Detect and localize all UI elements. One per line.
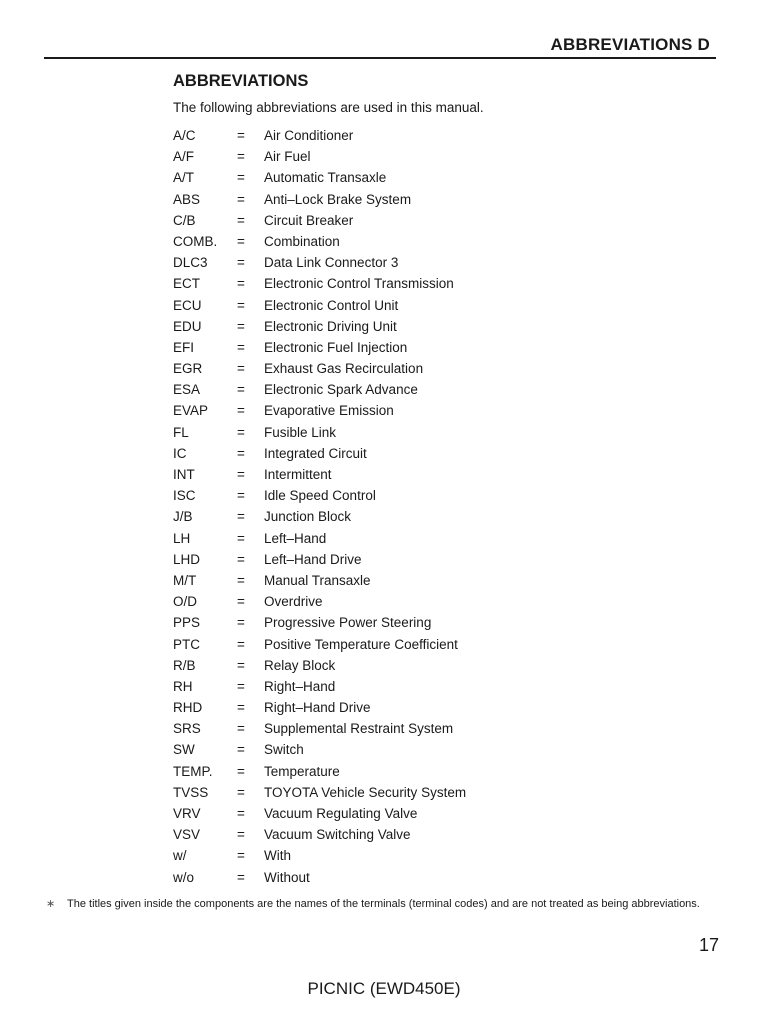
- equals-sign: =: [237, 594, 245, 610]
- abbreviation-definition: Electronic Control Unit: [264, 297, 399, 313]
- abbreviation-term: ECU: [173, 297, 202, 313]
- equals-sign: =: [237, 488, 245, 504]
- abbreviation-row: [173, 167, 466, 188]
- equals-sign: =: [237, 255, 245, 271]
- abbreviation-definition: Idle Speed Control: [264, 488, 376, 504]
- abbreviation-definition: Exhaust Gas Recirculation: [264, 361, 424, 377]
- abbreviation-row: [173, 295, 466, 316]
- abbreviation-definition: Anti–Lock Brake System: [264, 191, 412, 207]
- abbreviation-row: [173, 146, 466, 167]
- abbreviation-term: EGR: [173, 361, 203, 377]
- equals-sign: =: [237, 615, 245, 631]
- abbreviation-term: PPS: [173, 615, 201, 631]
- abbreviation-definition: Evaporative Emission: [264, 403, 394, 419]
- abbreviation-row: [173, 655, 466, 676]
- abbreviation-row: [173, 867, 466, 888]
- abbreviation-definition: Air Fuel: [264, 149, 311, 165]
- abbreviation-term: C/B: [173, 212, 196, 228]
- abbreviation-term: w/o: [173, 869, 195, 885]
- abbreviation-row: [173, 549, 466, 570]
- abbreviation-term: FL: [173, 424, 189, 440]
- abbreviation-row: [173, 528, 466, 549]
- equals-sign: =: [237, 721, 245, 737]
- abbreviation-term: VSV: [173, 827, 201, 843]
- abbreviation-term: INT: [173, 467, 195, 482]
- abbreviation-definition: Without: [264, 869, 310, 885]
- equals-sign: =: [237, 530, 245, 546]
- abbreviation-row: [173, 824, 466, 845]
- abbreviation-definition: Data Link Connector 3: [264, 255, 399, 271]
- abbreviation-term: w/: [173, 848, 187, 864]
- abbreviation-term: ISC: [173, 488, 196, 504]
- equals-sign: =: [237, 784, 245, 800]
- abbreviation-row: [173, 634, 466, 655]
- abbreviation-row: [173, 506, 466, 527]
- abbreviation-definition: Supplemental Restraint System: [264, 721, 454, 737]
- equals-sign: =: [237, 191, 245, 207]
- intro-text: The following abbreviations are used in this manual.: [173, 100, 484, 115]
- equals-sign: =: [237, 657, 245, 673]
- abbreviation-definition: Vacuum Regulating Valve: [264, 806, 418, 821]
- equals-sign: =: [237, 467, 245, 482]
- abbreviation-term: M/T: [173, 572, 197, 588]
- equals-sign: =: [237, 233, 245, 249]
- abbreviation-term: RHD: [173, 700, 203, 716]
- abbreviation-definition: Electronic Spark Advance: [264, 382, 418, 398]
- abbreviation-row: [173, 718, 466, 739]
- abbreviation-row: [173, 125, 466, 146]
- abbreviation-term: O/D: [173, 594, 198, 610]
- equals-sign: =: [237, 149, 245, 165]
- equals-sign: =: [237, 636, 245, 652]
- abbreviation-definition: Relay Block: [264, 657, 336, 673]
- abbreviation-definition: With: [264, 848, 291, 864]
- abbreviation-row: [173, 210, 466, 231]
- abbreviation-row: [173, 570, 466, 591]
- abbreviation-term: RH: [173, 678, 193, 694]
- abbreviation-definition: Electronic Driving Unit: [264, 318, 397, 334]
- abbreviation-definition: Automatic Transaxle: [264, 170, 387, 186]
- abbreviation-definition: Left–Hand Drive: [264, 551, 362, 567]
- abbreviation-row: [173, 782, 466, 803]
- abbreviation-row: [173, 761, 466, 782]
- abbreviation-term: EVAP: [173, 403, 209, 419]
- equals-sign: =: [237, 318, 245, 334]
- abbreviation-term: IC: [173, 445, 187, 461]
- abbreviation-term: SW: [173, 742, 195, 758]
- abbreviation-row: [173, 273, 466, 294]
- abbreviation-row: [173, 676, 466, 697]
- abbreviation-row: [173, 400, 466, 421]
- abbreviation-term: COMB.: [173, 233, 218, 249]
- equals-sign: =: [237, 382, 245, 398]
- section-title: ABBREVIATIONS: [173, 72, 309, 90]
- abbreviation-term: A/T: [173, 170, 195, 186]
- equals-sign: =: [237, 551, 245, 567]
- abbreviation-row: [173, 379, 466, 400]
- abbreviation-definition: Intermittent: [264, 467, 332, 482]
- equals-sign: =: [237, 763, 245, 779]
- abbreviation-definition: Junction Block: [264, 509, 352, 525]
- abbreviation-definition: Circuit Breaker: [264, 212, 354, 228]
- abbreviation-term: A/C: [173, 128, 196, 143]
- abbreviation-term: PTC: [173, 636, 200, 652]
- equals-sign: =: [237, 276, 245, 292]
- footnote-mark: ∗: [46, 898, 56, 910]
- abbreviation-definition: Electronic Control Transmission: [264, 276, 454, 292]
- equals-sign: =: [237, 128, 245, 143]
- abbreviation-definition: Air Conditioner: [264, 128, 354, 143]
- page-footer: PICNIC (EWD450E): [307, 979, 461, 998]
- equals-sign: =: [237, 678, 245, 694]
- equals-sign: =: [237, 445, 245, 461]
- abbreviation-row: [173, 443, 466, 464]
- abbreviation-definition: TOYOTA Vehicle Security System: [264, 784, 467, 800]
- abbreviation-list: [173, 125, 466, 888]
- abbreviation-row: [173, 252, 466, 273]
- abbreviation-term: EDU: [173, 318, 202, 334]
- abbreviation-term: ABS: [173, 191, 201, 207]
- abbreviation-row: [173, 231, 466, 252]
- equals-sign: =: [237, 339, 245, 355]
- abbreviation-term: VRV: [173, 806, 201, 821]
- abbreviation-definition: Vacuum Switching Valve: [264, 827, 411, 843]
- abbreviation-term: R/B: [173, 657, 196, 673]
- abbreviation-row: [173, 591, 466, 612]
- equals-sign: =: [237, 170, 245, 186]
- equals-sign: =: [237, 424, 245, 440]
- abbreviation-row: [173, 845, 466, 866]
- abbreviation-term: ESA: [173, 382, 201, 398]
- abbreviation-definition: Positive Temperature Coefficient: [264, 636, 458, 652]
- abbreviation-definition: Progressive Power Steering: [264, 615, 432, 631]
- abbreviation-definition: Combination: [264, 233, 340, 249]
- abbreviation-term: ECT: [173, 276, 200, 292]
- abbreviation-row: [173, 464, 466, 485]
- abbreviation-row: [173, 739, 466, 760]
- equals-sign: =: [237, 361, 245, 377]
- equals-sign: =: [237, 509, 245, 525]
- abbreviation-definition: Electronic Fuel Injection: [264, 339, 408, 355]
- abbreviation-term: DLC3: [173, 255, 208, 271]
- equals-sign: =: [237, 806, 245, 821]
- equals-sign: =: [237, 742, 245, 758]
- abbreviation-definition: Overdrive: [264, 594, 323, 610]
- abbreviation-term: SRS: [173, 721, 201, 737]
- footnote-text: The titles given inside the components are the names of the terminals (terminal codes) and are not treated as being abbreviations.: [67, 898, 700, 910]
- equals-sign: =: [237, 848, 245, 864]
- equals-sign: =: [237, 212, 245, 228]
- abbreviation-row: [173, 612, 466, 633]
- equals-sign: =: [237, 700, 245, 716]
- abbreviation-term: LHD: [173, 551, 201, 567]
- abbreviation-row: [173, 337, 466, 358]
- abbreviation-row: [173, 697, 466, 718]
- equals-sign: =: [237, 403, 245, 419]
- abbreviation-row: [173, 316, 466, 337]
- abbreviation-row: [173, 485, 466, 506]
- abbreviation-term: EFI: [173, 339, 195, 355]
- abbreviation-definition: Left–Hand: [264, 530, 327, 546]
- page-header: ABBREVIATIONS D: [550, 35, 710, 54]
- abbreviation-term: A/F: [173, 149, 195, 165]
- abbreviation-row: [173, 358, 466, 379]
- abbreviation-term: LH: [173, 530, 191, 546]
- header-rule: [44, 57, 716, 59]
- abbreviation-definition: Switch: [264, 742, 304, 758]
- abbreviation-definition: Fusible Link: [264, 424, 337, 440]
- abbreviation-term: J/B: [173, 509, 193, 525]
- page-number: 17: [698, 935, 719, 955]
- abbreviation-definition: Right–Hand Drive: [264, 700, 371, 716]
- equals-sign: =: [237, 827, 245, 843]
- abbreviation-term: TEMP.: [173, 763, 213, 779]
- abbreviation-row: [173, 189, 466, 210]
- abbreviation-row: [173, 803, 466, 824]
- abbreviation-definition: Right–Hand: [264, 678, 336, 694]
- abbreviation-row: [173, 422, 466, 443]
- abbreviation-definition: Integrated Circuit: [264, 445, 367, 461]
- abbreviation-term: TVSS: [173, 784, 209, 800]
- equals-sign: =: [237, 869, 245, 885]
- equals-sign: =: [237, 572, 245, 588]
- abbreviation-definition: Temperature: [264, 763, 340, 779]
- abbreviation-definition: Manual Transaxle: [264, 572, 371, 588]
- equals-sign: =: [237, 297, 245, 313]
